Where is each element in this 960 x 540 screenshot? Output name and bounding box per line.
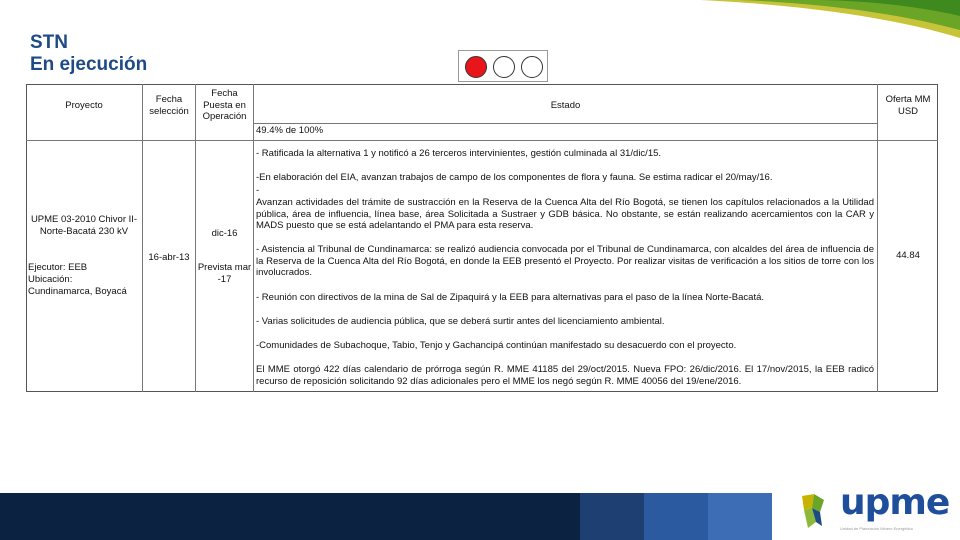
title-line-status: En ejecución <box>30 54 148 75</box>
project-ubicacion: Cundinamarca, Boyacá <box>28 286 127 297</box>
estado-item: - Ratificada la alternativa 1 y notificó a 26 terceros intervinientes, gestión culminada al 31/dic/15. <box>256 148 662 159</box>
progress-text: 49.4% de 100% <box>256 125 324 136</box>
upme-emblem-icon <box>794 488 838 536</box>
fecha-puesta-original: dic-16 <box>211 228 238 239</box>
header-proyecto: Proyecto <box>65 100 103 111</box>
upme-logo-subtitle: Unidad de Planeación Minero Energética <box>840 526 913 531</box>
footer-segment <box>708 493 772 540</box>
slide-title <box>30 32 147 76</box>
estado-item: - Reunión con directivos de la mina de Sal de Zipaquirá y la EEB para alternativas para el paso de la línea Norte-Bacatá. <box>256 292 765 303</box>
header-fecha-puesta-operacion: Fecha Puesta en Operación <box>202 88 247 122</box>
fecha-seleccion-value: 16-abr-13 <box>148 252 190 263</box>
header-fecha-seleccion: Fecha selección <box>149 94 189 117</box>
project-ubicacion-label: Ubicación: <box>28 274 73 285</box>
estado-item: - <box>256 185 260 196</box>
estado-item: -En elaboración del EIA, avanzan trabajos de campo de los componentes de flora y fauna. Se estima radicar el 20/may/16. <box>256 172 773 183</box>
footer-segment <box>644 493 708 540</box>
table-divider <box>253 84 254 392</box>
oferta-value: 44.84 <box>896 250 920 261</box>
status-light-green <box>521 56 543 78</box>
footer-segment <box>0 493 580 540</box>
status-light-red <box>465 56 487 78</box>
estado-item: El MME otorgó 422 días calendario de prórroga según R. MME 41185 del 29/oct/2015. Nueva FPO: 26/dic/2016. El 17/nov/2015, la EEB radicó recurso de reposición solicitando 92 días adicionales pero el MME los negó según R. MME 40056 del 19/ene/2016. <box>256 364 874 387</box>
upme-logo <box>790 482 950 540</box>
status-light-yellow <box>493 56 515 78</box>
estado-item: - Varias solicitudes de audiencia pública, que se deberá surtir antes del licenciamiento ambiental. <box>256 316 665 327</box>
upme-logo-text: upme <box>840 482 950 523</box>
title-line-stn: STN <box>30 32 68 53</box>
estado-item: Avanzan actividades del trámite de sustracción en la Reserva de la Cuenca Alta del Río Bogotá, se tienen los capítulos relacionados a la Utilidad pública, área de influencia, línea base, área Solicitada a Sustraer y GDB básica. No obstante, se están realizando acercamientos con la CAR y MADS puesto que se está adelantando el PMA para esta reserva. <box>256 197 874 231</box>
project-name: UPME 03-2010 Chivor II-Norte-Bacatá 230 kV <box>30 214 138 237</box>
table-divider <box>142 84 143 392</box>
table-divider <box>877 84 878 392</box>
estado-item: -Comunidades de Subachoque, Tabio, Tenjo y Gachancipá continúan manifestado su desacuerdo con el proyecto. <box>256 340 737 351</box>
header-estado: Estado <box>550 100 581 111</box>
status-traffic-light <box>458 50 548 82</box>
header-swoosh-decoration <box>700 0 960 40</box>
header-oferta: Oferta MM USD <box>885 94 931 117</box>
footer-segment <box>580 493 644 540</box>
project-ejecutor: Ejecutor: EEB <box>28 262 88 273</box>
table-divider <box>26 140 938 141</box>
estado-item: - Asistencia al Tribunal de Cundinamarca: se realizó audiencia convocada por el Tribunal de Cundinamarca, con alcaldes del área de influencia de la Reserva de la Cuenca Alta del Río Bogotá, en donde la EEB presentó el Proyecto. Por realizar visitas de verificación a los sitios de torre con los involucrados. <box>256 244 874 278</box>
table-divider <box>253 123 877 124</box>
fecha-puesta-prevista: Prevista mar -17 <box>197 262 252 285</box>
